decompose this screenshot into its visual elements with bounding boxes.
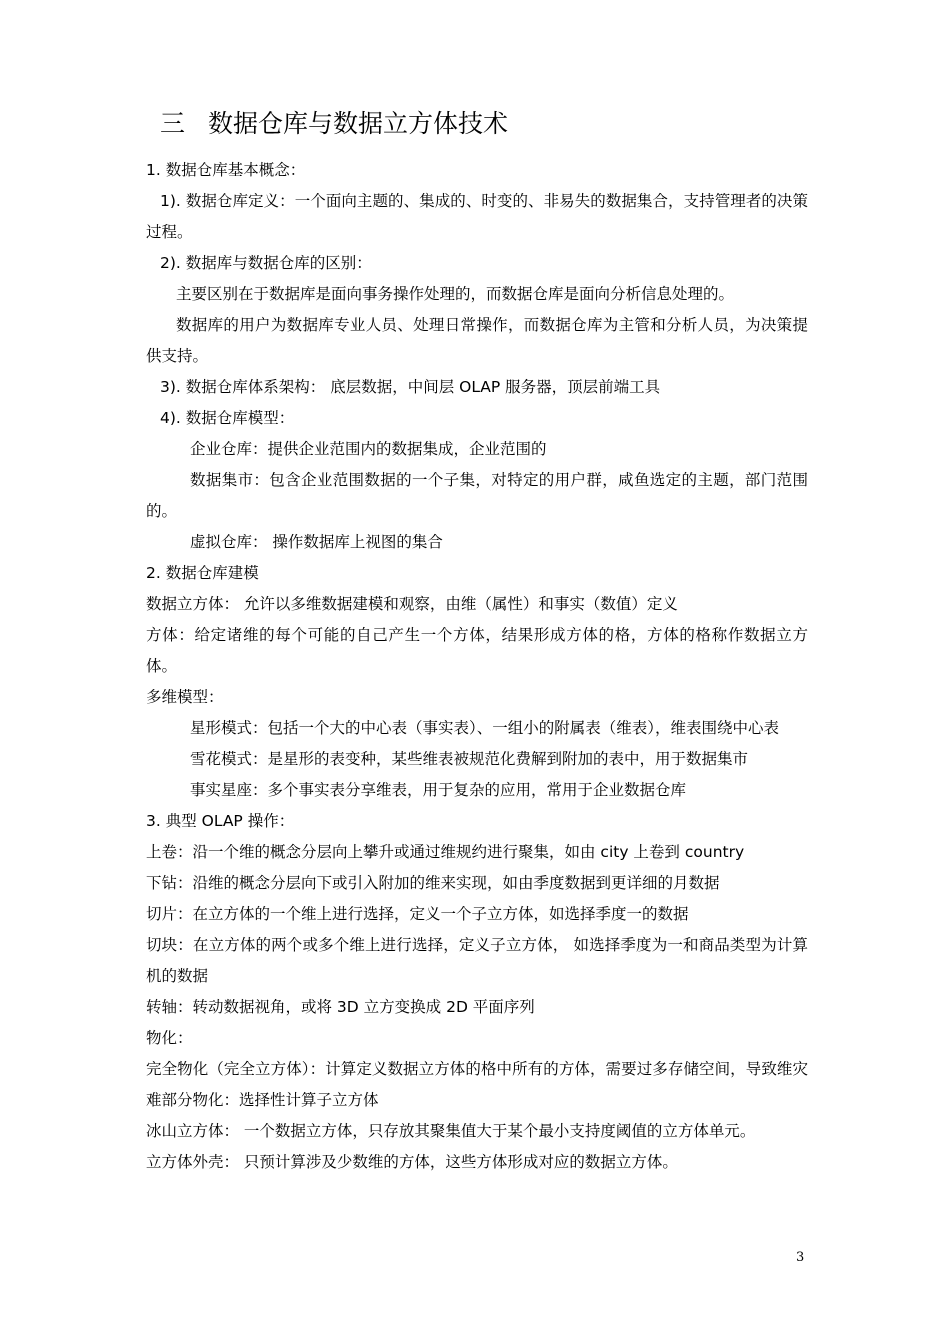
paragraph: 虚拟仓库： 操作数据库上视图的集合: [190, 533, 443, 551]
paragraph: 冰山立方体： 一个数据立方体，只存放其聚集值大于某个最小支持度阈值的立方体单元。: [146, 1122, 756, 1140]
paragraph: 主要区别在于数据库是面向事务操作处理的，而数据仓库是面向分析信息处理的。: [176, 285, 735, 303]
paragraph: 切块：在立方体的两个或多个维上进行选择，定义子立方体， 如选择季度为一和商品类型为计算机的数据: [146, 936, 808, 985]
section-number: 三: [160, 109, 186, 138]
paragraph: 多维模型：: [146, 688, 224, 706]
paragraph: 下钻：沿维的概念分层向下或引入附加的维来实现，如由季度数据到更详细的月数据: [146, 874, 720, 892]
section-heading: [160, 106, 508, 142]
paragraph: 数据集市：包含企业范围数据的一个子集，对特定的用户群，咸鱼选定的主题，部门范围的。: [146, 471, 808, 520]
paragraph: 方体：给定诸维的每个可能的自己产生一个方体，结果形成方体的格，方体的格称作数据立方体。: [146, 626, 808, 675]
paragraph: 转轴：转动数据视角，或将 3D 立方变换成 2D 平面序列: [146, 998, 535, 1016]
paragraph: 企业仓库：提供企业范围内的数据集成，企业范围的: [190, 440, 547, 458]
paragraph: 立方体外壳： 只预计算涉及少数维的方体，这些方体形成对应的数据立方体。: [146, 1153, 678, 1171]
section-title: 数据仓库与数据立方体技术: [208, 109, 509, 138]
paragraph: 雪花模式：是星形的表变种，某些维表被规范化费解到附加的表中，用于数据集市: [190, 750, 749, 768]
paragraph: 3. 典型 OLAP 操作：: [146, 812, 295, 830]
paragraph: 完全物化（完全立方体）：计算定义数据立方体的格中所有的方体，需要过多存储空间，导致维灾难部分物化：选择性计算子立方体: [146, 1060, 808, 1109]
paragraph: 2. 数据仓库建模: [146, 564, 259, 582]
page-number: 3: [796, 1250, 805, 1265]
paragraph: 4). 数据仓库模型：: [160, 409, 295, 427]
paragraph: 上卷：沿一个维的概念分层向上攀升或通过维规约进行聚集，如由 city 上卷到 country: [146, 843, 745, 861]
paragraph: 数据立方体： 允许以多维数据建模和观察，由维（属性）和事实（数值）定义: [146, 595, 678, 613]
paragraph: 1. 数据仓库基本概念：: [146, 161, 306, 179]
paragraph: 物化：: [146, 1029, 193, 1047]
paragraph: 2). 数据库与数据仓库的区别：: [160, 254, 372, 272]
paragraph: 星形模式：包括一个大的中心表（事实表）、一组小的附属表（维表），维表围绕中心表: [190, 719, 780, 737]
paragraph: 1). 数据仓库定义：一个面向主题的、集成的、时变的、非易失的数据集合，支持管理者的决策过程。: [146, 192, 808, 241]
paragraph: 数据库的用户为数据库专业人员、处理日常操作，而数据仓库为主管和分析人员，为决策提供支持。: [146, 316, 808, 365]
body-text: [146, 155, 808, 1178]
paragraph: 3). 数据仓库体系架构： 底层数据，中间层 OLAP 服务器，顶层前端工具: [160, 378, 661, 396]
paragraph: 切片：在立方体的一个维上进行选择，定义一个子立方体，如选择季度一的数据: [146, 905, 689, 923]
paragraph: 事实星座：多个事实表分享维表，用于复杂的应用，常用于企业数据仓库: [190, 781, 687, 799]
